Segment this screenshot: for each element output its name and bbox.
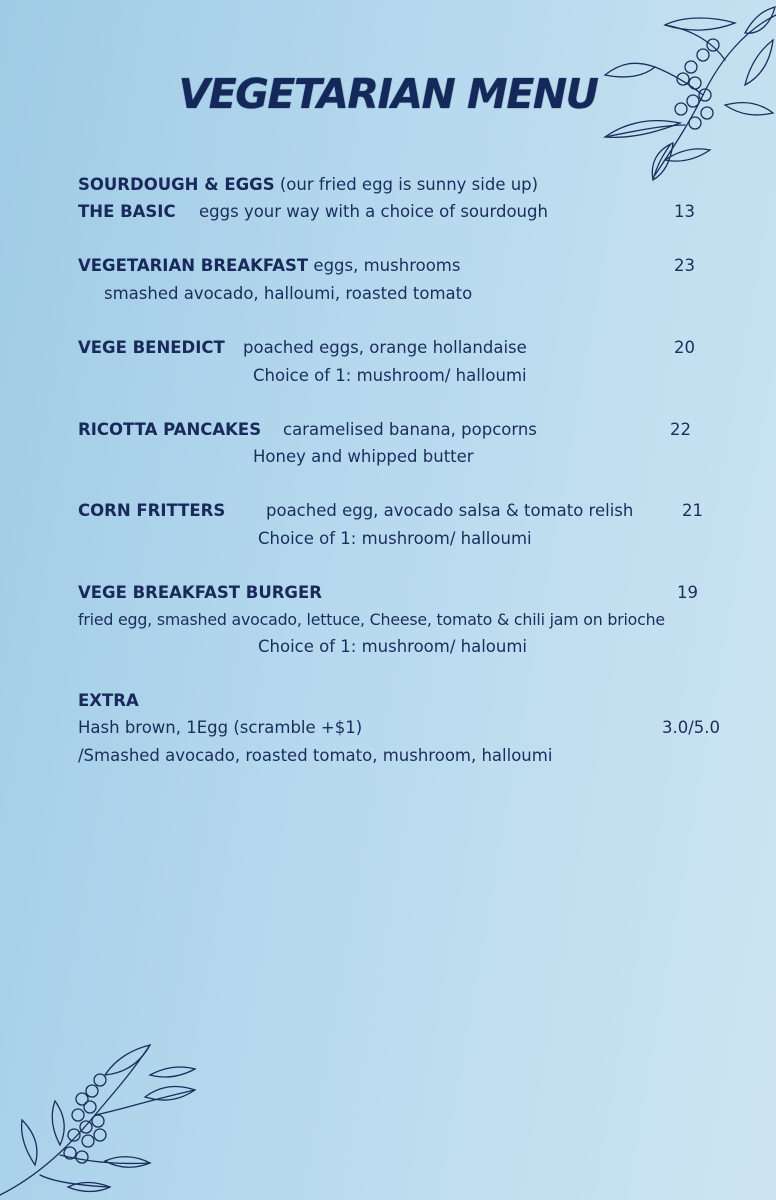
item-description: poached eggs, orange hollandaise (243, 338, 527, 357)
item-description-2: /Smashed avocado, roasted tomato, mushroom, halloumi (78, 746, 553, 765)
item-price: 13 (674, 202, 695, 221)
menu-item-line (78, 501, 225, 520)
menu-item-line (78, 256, 460, 275)
item-name: VEGETARIAN BREAKFAST (78, 256, 309, 275)
item-name: THE BASIC (78, 202, 176, 221)
item-name: RICOTTA PANCAKES (78, 420, 262, 439)
item-price: 23 (674, 256, 695, 275)
item-description: Hash brown, 1Egg (scramble +$1) (78, 718, 363, 737)
item-description-2: Choice of 1: mushroom/ halloumi (253, 366, 527, 385)
item-description: fried egg, smashed avocado, lettuce, Cheese, tomato & chili jam on brioche (78, 610, 665, 629)
item-name: VEGE BENEDICT (78, 338, 225, 357)
item-price: 22 (670, 420, 691, 439)
item-price: 19 (677, 583, 698, 602)
item-name: CORN FRITTERS (78, 501, 226, 520)
item-name: VEGE BREAKFAST BURGER (78, 583, 322, 602)
section-heading-line (78, 175, 538, 194)
item-description-2: smashed avocado, halloumi, roasted tomato (104, 284, 473, 303)
item-description: eggs, mushrooms (313, 256, 461, 275)
item-note: (our fried egg is sunny side up) (279, 175, 539, 194)
item-price: 21 (682, 501, 703, 520)
menu-item-line (78, 202, 176, 221)
item-description: caramelised banana, popcorns (283, 420, 537, 439)
item-name: EXTRA (78, 691, 139, 710)
menu-item-line (78, 583, 322, 602)
menu-item-line (78, 338, 225, 357)
olive-branch-bottom-icon (0, 1035, 200, 1200)
menu-title: VEGETARIAN MENU (178, 70, 598, 118)
item-description-2: Choice of 1: mushroom/ halloumi (258, 529, 532, 548)
item-price: 20 (674, 338, 695, 357)
item-name: SOURDOUGH & EGGS (78, 175, 275, 194)
menu-item-line (78, 420, 261, 439)
item-description: poached egg, avocado salsa & tomato relish (266, 501, 634, 520)
item-price: 3.0/5.0 (662, 718, 721, 737)
item-description: eggs your way with a choice of sourdough (199, 202, 548, 221)
item-description-2: Honey and whipped butter (253, 447, 474, 466)
item-description-2: Choice of 1: mushroom/ haloumi (258, 637, 528, 656)
menu-item-line (78, 691, 139, 710)
